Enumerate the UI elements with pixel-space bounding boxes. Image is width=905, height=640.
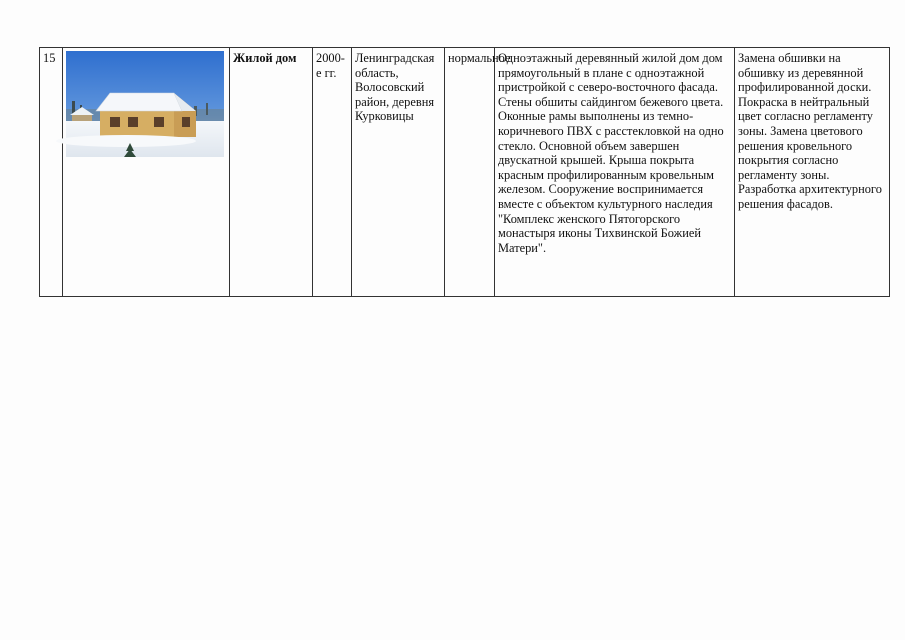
registry-table	[39, 47, 890, 297]
object-recommendations: Замена обшивки на обшивку из деревянной профилированной доски. Покраска в нейтральный цвет согласно регламенту зоны. Замена цветового решения кровельного покрытия согласно регламенту зоны. Разработка архитектурного решения фасадов.	[735, 48, 890, 297]
row-number: 15	[40, 48, 63, 297]
house-photo	[66, 51, 224, 157]
object-condition: нормальное	[445, 48, 495, 297]
object-address: Ленинградская область, Волосовский район, деревня Курковицы	[352, 48, 445, 297]
construction-date: 2000-е гг.	[313, 48, 352, 297]
table-row	[40, 48, 890, 297]
object-description: Одноэтажный деревянный жилой дом дом прямоугольный в плане с одноэтажной пристройкой с северо-восточного фасада. Стены обшиты сайдингом бежевого цвета. Оконные рамы выполнены из темно-коричневого ПВХ с расстекловкой на одно стекло. Основной объем завершен двускатной крышей. Крыша покрыта красным профилированным кровельным железом. Сооружение воспринимается вместе с объектом культурного наследия "Комплекс женского Пятогорского монастыря иконы Тихвинской Божией Матери".	[495, 48, 735, 297]
photo-cell	[63, 48, 230, 297]
object-name: Жилой дом	[230, 48, 313, 297]
